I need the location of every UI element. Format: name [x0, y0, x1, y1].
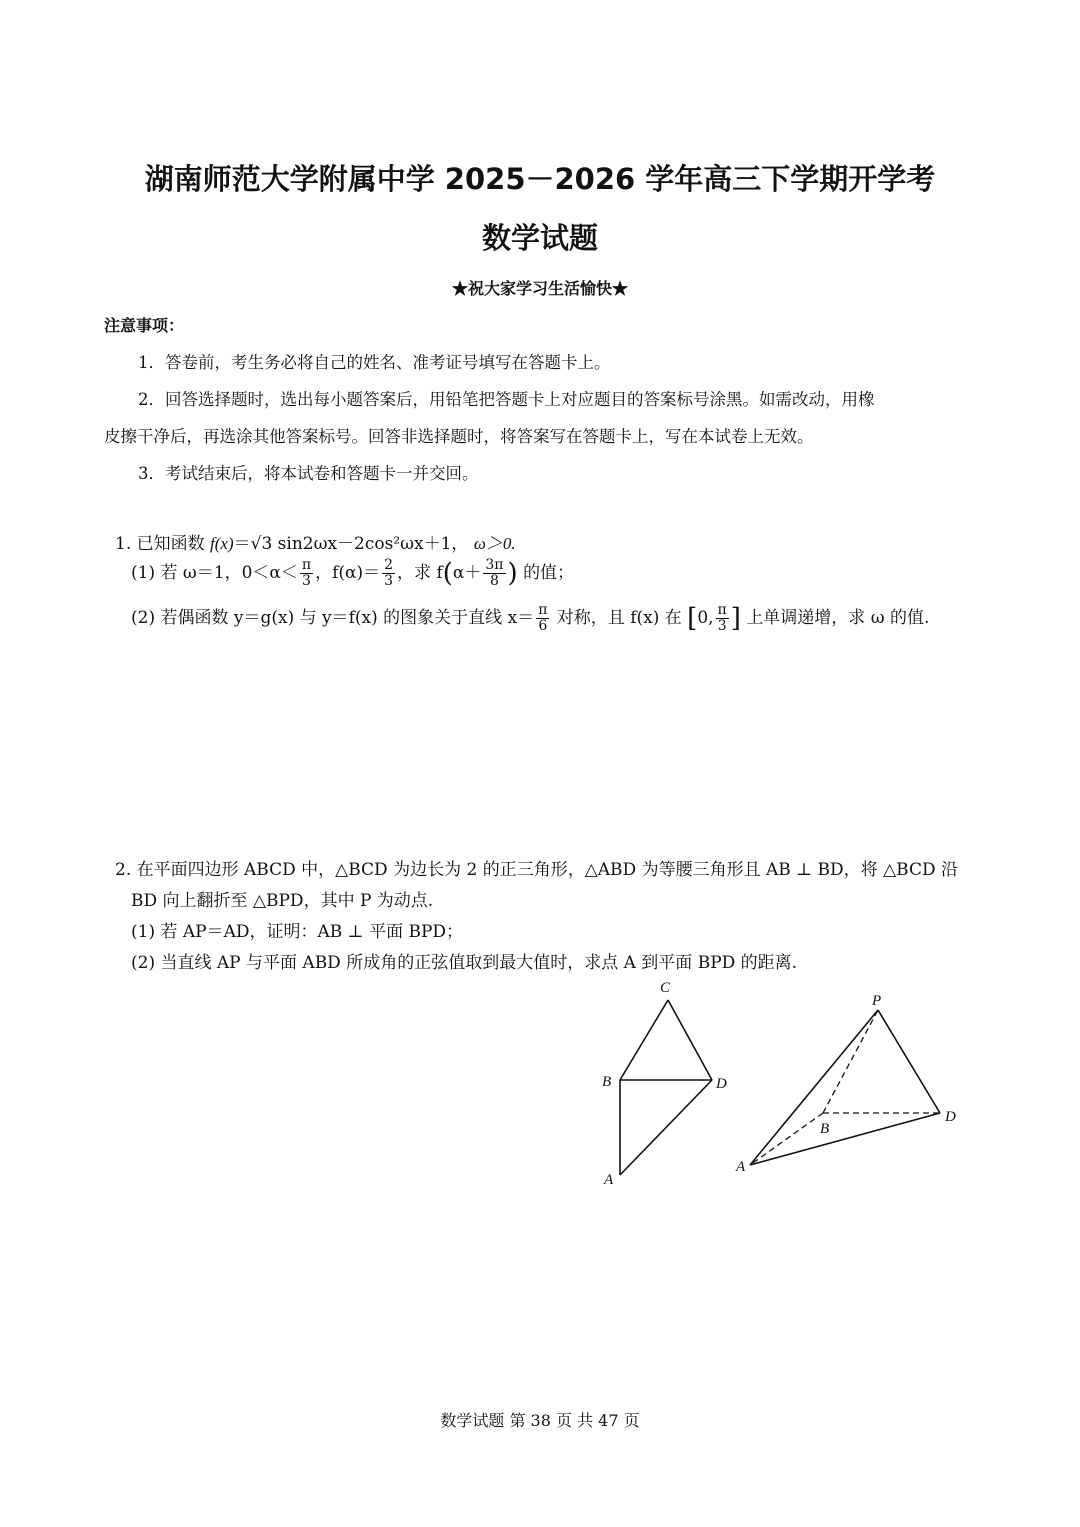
q1-stem-prefix: 1. 已知函数	[115, 534, 205, 554]
paren-close: )	[507, 558, 518, 589]
fraction-2-over-3	[382, 558, 395, 589]
label-a: A	[604, 1172, 614, 1188]
q1-stem-fx: f(x)	[210, 534, 234, 553]
notes-heading: 注意事项：	[104, 316, 185, 335]
numerator: 3π	[485, 557, 504, 573]
q1-p1-mid2: ，求 f	[397, 563, 443, 583]
q1-stem-condition: ω＞0.	[473, 534, 516, 553]
numerator: π	[538, 602, 548, 618]
q2-part-1: (1) 若 AP＝AD，证明：AB ⊥ 平面 BPD；	[131, 922, 464, 942]
q1-p2-end: 上单调递增，求 ω 的值.	[746, 608, 930, 628]
denominator: 6	[538, 618, 548, 634]
fraction-pi-over-6	[536, 603, 549, 634]
q2-line-2: BD 向上翻折至 △BPD，其中 P 为动点.	[131, 891, 434, 911]
edge-ad	[620, 1080, 712, 1175]
edge-cd	[668, 1000, 712, 1080]
label-a: A	[736, 1159, 746, 1175]
q1-part-1	[131, 558, 574, 589]
edge-ap	[750, 1010, 878, 1165]
note-item-2-line-2: 皮擦干净后，再选涂其他答案标号。回答非选择题时，将答案写在答题卡上，写在本试卷上无效。	[104, 427, 814, 446]
q2-part-2: (2) 当直线 AP 与平面 ABD 所成角的正弦值取到最大值时，求点 A 到平面 BPD 的距离.	[131, 953, 798, 973]
page-footer: 数学试题 第 38 页 共 47 页	[440, 1411, 640, 1430]
edge-pd	[878, 1010, 940, 1113]
denominator: 8	[489, 573, 499, 589]
edge-ad	[750, 1113, 940, 1165]
fraction-pi-over-3-interval	[716, 603, 729, 634]
denominator: 3	[302, 573, 311, 589]
figure-tetrahedron-abpd	[730, 985, 970, 1185]
q1-p2-mid: 对称，且 f(x) 在	[556, 608, 682, 628]
q1-part-2	[131, 603, 929, 634]
label-d: D	[945, 1109, 956, 1125]
q1-p1-end: 的值；	[523, 563, 575, 583]
label-c: C	[660, 980, 671, 996]
numerator: 2	[384, 557, 394, 573]
bracket-close: ]	[730, 603, 741, 634]
q1-stem	[115, 529, 516, 554]
q1-p1-mid: ，f(α)＝	[315, 563, 381, 583]
fraction-pi-over-3	[300, 558, 313, 589]
label-p: P	[872, 993, 882, 1009]
paren-open: (	[442, 558, 453, 589]
edge-bp-hidden	[823, 1010, 878, 1113]
label-b: B	[602, 1074, 612, 1090]
edge-cb	[620, 1000, 668, 1080]
denominator: 3	[717, 618, 727, 634]
denominator: 3	[384, 573, 394, 589]
note-item-1: 1．答卷前，考生务必将自己的姓名、准考证号填写在答题卡上。	[138, 353, 611, 372]
exam-title: 湖南师范大学附属中学 2025－2026 学年高三下学期开学考	[144, 162, 936, 196]
note-item-3: 3．考试结束后，将本试卷和答题卡一并交回。	[138, 464, 479, 483]
q1-alpha-plus: α＋	[452, 563, 482, 583]
note-item-2-line-1: 2．回答选择题时，选出每小题答案后，用铅笔把答题卡上对应题目的答案标号涂黑。如需改动，用橡	[138, 390, 875, 409]
q2-line-1: 2. 在平面四边形 ABCD 中，△BCD 为边长为 2 的正三角形，△ABD 为等腰三角形且 AB ⊥ BD，将 △BCD 沿	[115, 860, 958, 880]
motto: ★祝大家学习生活愉快★	[451, 279, 628, 298]
bracket-open: [	[687, 603, 698, 634]
interval-zero: 0,	[697, 608, 714, 628]
q1-p2-prefix: (2) 若偶函数 y＝g(x) 与 y＝f(x) 的图象关于直线 x＝	[131, 608, 535, 628]
exam-subtitle: 数学试题	[481, 221, 598, 255]
label-b: B	[820, 1121, 830, 1137]
q1-stem-formula: ＝√3 sin2ωx－2cos²ωx＋1，	[233, 534, 469, 554]
fraction-3pi-over-8	[483, 558, 505, 589]
q1-p1-prefix: (1) 若 ω＝1，0＜α＜	[131, 563, 298, 583]
label-d: D	[716, 1076, 727, 1092]
numerator: π	[301, 557, 312, 573]
numerator: π	[717, 602, 727, 618]
figure-quadrilateral-abcd	[590, 970, 750, 1195]
